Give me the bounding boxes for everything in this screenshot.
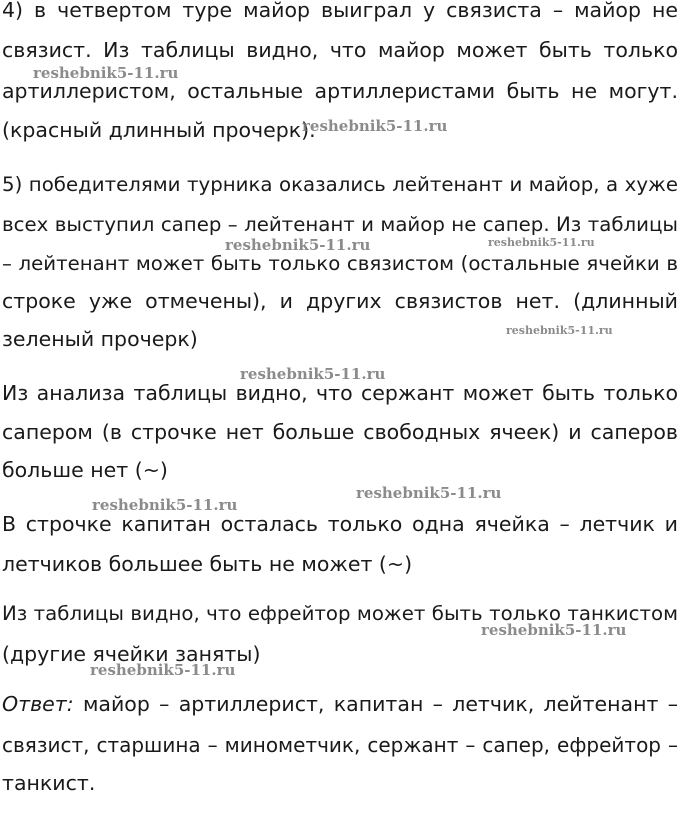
answer-line (2, 689, 678, 719)
text-line: больше нет (~) (2, 458, 168, 482)
text-line: Из таблицы видно, что ефрейтор может быть только танкистом (2, 602, 678, 625)
text-line: всех выступил сапер – лейтенант и майор не сапер. Из таблицы (2, 213, 678, 236)
text-line: Из анализа таблицы видно, что сержант может быть только (2, 381, 678, 405)
watermark: reshebnik5-11.ru (481, 621, 627, 639)
text-line: связист. Из таблицы видно, что майор может быть только (2, 38, 678, 62)
text-line: артиллеристом, остальные артиллеристами быть не могут. (2, 79, 678, 103)
answer-text: майор – артиллерист, капитан – летчик, лейтенант – (73, 692, 678, 716)
text-line: В строчке капитан осталась только одна ячейка – летчик и (2, 512, 678, 536)
watermark: reshebnik5-11.ru (33, 64, 179, 82)
text-line: зеленый прочерк) (2, 327, 198, 351)
text-line: летчиков большее быть не может (~) (2, 552, 413, 576)
watermark: reshebnik5-11.ru (92, 496, 238, 514)
answer-line: танкист. (2, 771, 96, 795)
watermark: reshebnik5-11.ru (488, 236, 595, 249)
text-line: строке уже отмечены), и других связистов нет. (длинный (2, 289, 678, 313)
watermark: reshebnik5-11.ru (302, 117, 448, 135)
watermark: reshebnik5-11.ru (240, 365, 386, 383)
answer-label: Ответ: (2, 692, 74, 716)
text-line: (другие ячейки заняты) (2, 642, 261, 666)
text-line: – лейтенант может быть только связистом (остальные ячейки в (2, 252, 678, 275)
watermark: reshebnik5-11.ru (225, 236, 371, 254)
watermark: reshebnik5-11.ru (90, 661, 236, 679)
text-line: сапером (в строчке нет больше свободных ячеек) и саперов (2, 420, 678, 444)
text-line: (красный длинный прочерк). (2, 118, 316, 142)
text-line: 5) победителями турника оказались лейтенант и майор, а хуже (2, 173, 678, 196)
text-line: 4) в четвертом туре майор выиграл у связиста – майор не (2, 0, 678, 22)
answer-line: связист, старшина – минометчик, сержант – сапер, ефрейтор – (2, 733, 678, 757)
watermark: reshebnik5-11.ru (356, 484, 502, 502)
watermark: reshebnik5-11.ru (506, 324, 613, 337)
